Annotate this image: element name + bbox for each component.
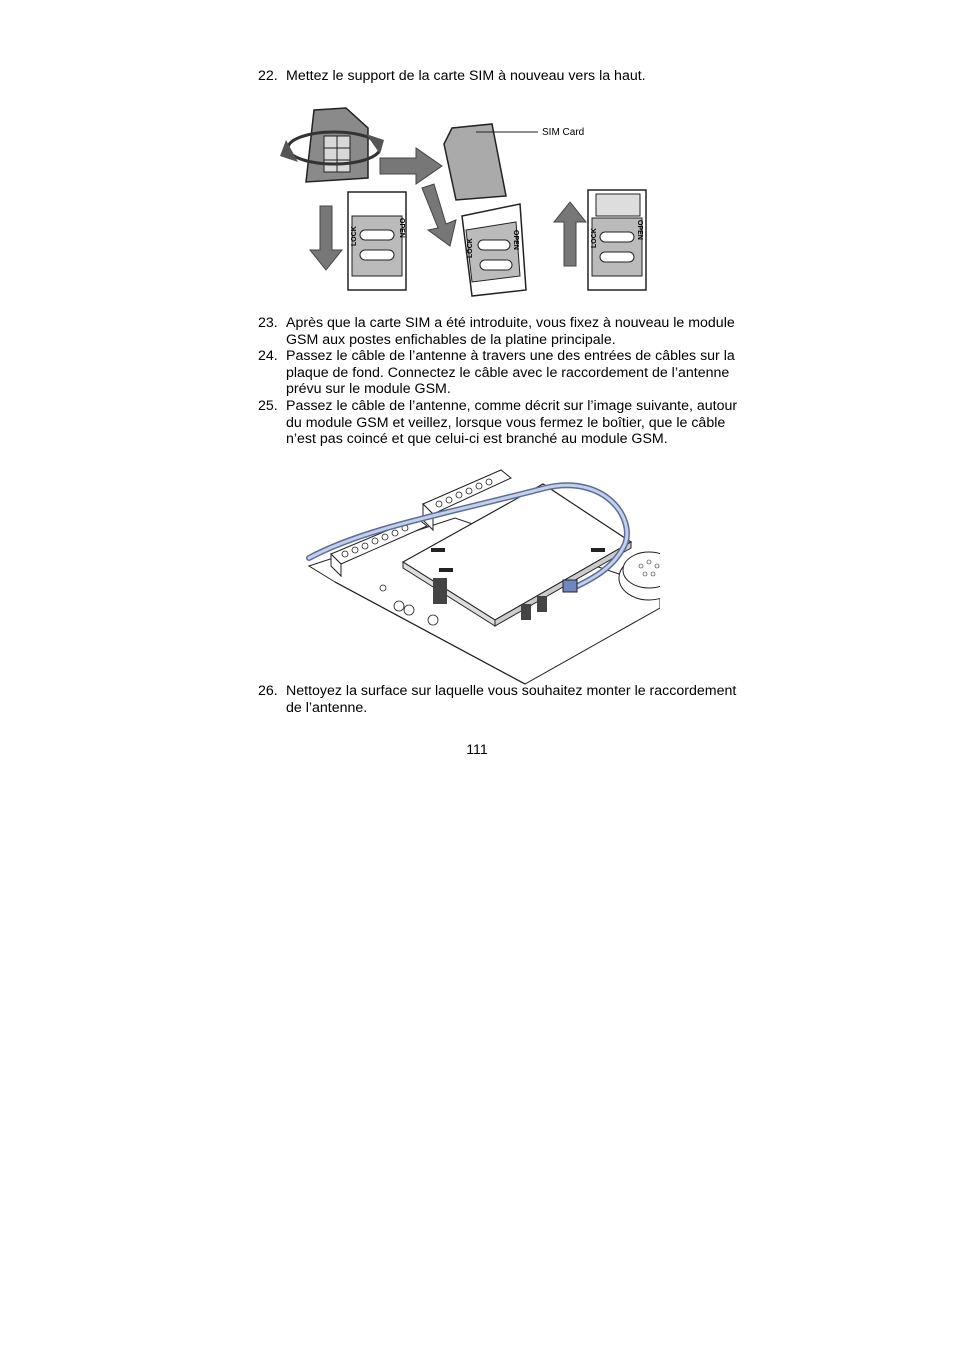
step-text: Passez le câble de l’antenne à travers une des entrées de câbles sur la plaque de fond. Connectez le câble avec le raccordement de l’antenne prévu sur le module GSM. <box>286 348 735 397</box>
holder-lock-label: LOCK <box>467 238 474 258</box>
step-number: 22. <box>258 68 278 84</box>
step-25 <box>258 398 738 448</box>
step-text: Après que la carte SIM a été introduite, vous fixez à nouveau le module GSM aux postes enfichables de la platine principale. <box>286 315 735 348</box>
step-number: 26. <box>258 683 278 699</box>
arrow-down-icon <box>310 206 342 270</box>
step-text: Passez le câble de l’antenne, comme décrit sur l’image suivante, autour du module GSM et veillez, lorsque vous fermez le boîtier, que le câble n’est pas coincé et que celui-ci est branché au module GSM. <box>286 398 738 447</box>
sim-card-rotating <box>280 108 384 182</box>
sim-holder-open <box>348 192 406 290</box>
sim-holder-closed <box>588 190 646 290</box>
step-text: Nettoyez la surface sur laquelle vous souhaitez monter le raccordement de l’antenne. <box>286 683 737 716</box>
arrow-diagonal-icon <box>422 184 456 246</box>
sim-card-callout: SIM Card <box>542 127 585 138</box>
step-number: 25. <box>258 398 278 414</box>
arrow-up-icon <box>554 202 586 266</box>
step-23 <box>258 315 738 348</box>
arrow-right-icon <box>380 148 442 184</box>
holder-open-label: OPEN <box>512 230 519 250</box>
holder-lock-label: LOCK <box>351 226 358 246</box>
step-22 <box>258 68 738 85</box>
holder-open-label: OPEN <box>636 220 643 240</box>
step-26 <box>258 683 738 716</box>
holder-lock-label: LOCK <box>591 228 598 248</box>
step-number: 23. <box>258 315 278 331</box>
holder-open-label: OPEN <box>398 218 405 238</box>
step-text: Mettez le support de la carte SIM à nouveau vers la haut. <box>286 68 646 84</box>
sim-card-insertion-figure <box>276 100 660 300</box>
gsm-module-cable-figure <box>305 458 660 686</box>
page-number: 111 <box>466 742 488 758</box>
sim-holder-tilted <box>462 204 526 296</box>
step-24 <box>258 348 738 398</box>
sim-card <box>444 124 506 200</box>
step-number: 24. <box>258 348 278 364</box>
